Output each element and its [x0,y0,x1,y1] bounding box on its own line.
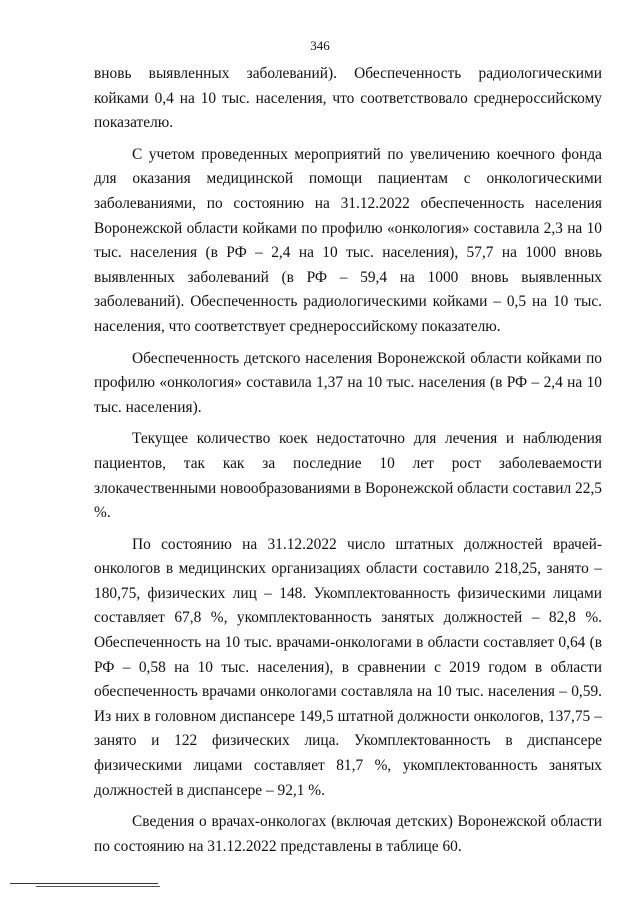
body-text [94,62,602,866]
paragraph-continuation: вновь выявленных заболеваний). Обеспеченность радиологическими койками 0,4 на 10 тыс. населения, что соответствовало среднероссийскому показателю. [94,65,602,132]
footnote-rule-secondary [36,886,160,887]
page-number: 346 [310,38,330,53]
paragraph-oncologists-staffing: По состоянию на 31.12.2022 число штатных должностей врачей-онкологов в медицинских организациях области составило 218,25, занято – 180,75, физических лиц – 148. Укомплектованность физическими лицами составляет 67,8 %, укомплектованность занятых должностей – 82,8 %. Обеспеченность на 10 тыс. врачами-онкологами в области составляет 0,64 (в РФ – 0,58 на 10 тыс. населения), в сравнении с 2019 годом в области обеспеченность врачами онкологами составляла на 10 тыс. населения – 0,59. Из них в головном диспансере 149,5 штатной должности онкологов, 137,75 – занято и 122 физических лица. Укомплектованность в диспансере физическими лицами составляет 81,7 %, укомплектованность занятых должностей в диспансере – 92,1 %. [94,535,602,799]
paragraph-table-reference: Сведения о врачах-онкологах (включая детских) Воронежской области по состоянию на 31.12.2022 представлены в таблице 60. [94,813,602,855]
paragraph-bed-provision: С учетом проведенных мероприятий по увеличению коечного фонда для оказания медицинской помощи пациентам с онкологическими заболеваниями, по состоянию на 31.12.2022 обеспеченность населения Воронежской области койками по профилю «онкология» составила 2,3 на 10 тыс. населения (в РФ – 2,4 на 10 тыс. населения), 57,7 на 1000 вновь выявленных заболеваний (в РФ – 59,4 на 1000 вновь выявленных заболеваний). Обеспеченность радиологическими койками – 0,5 на 10 тыс. населения, что соответствует среднероссийскому показателю. [94,145,602,335]
paragraph-bed-shortage: Текущее количество коек недостаточно для лечения и наблюдения пациентов, так как за последние 10 лет рост заболеваемости злокачественными новообразованиями в Воронежской области составил 22,5 %. [94,430,602,522]
footnote-rule [10,883,158,884]
paragraph-children-beds: Обеспеченность детского населения Воронежской области койками по профилю «онкология» составила 1,37 на 10 тыс. населения (в РФ – 2,4 на 10 тыс. населения). [94,349,602,416]
